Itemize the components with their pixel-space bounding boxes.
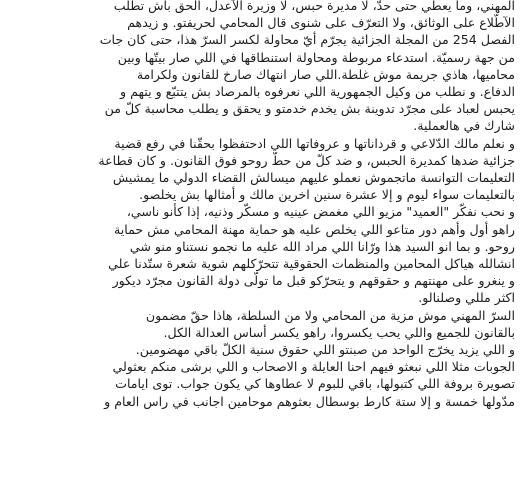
text-line: انشالله هياكل المحامين والمنظمات الحقوقية تتحرّكلهم شوية شعرة ستّدنا علي — [108, 256, 515, 272]
text-line: يحبس لعباد على مجرّد تدوينة بش يخدم خدمتو و يحقق و يطلب محاسبة كلّ من — [104, 101, 515, 117]
text-line: من جهة رسميّة. استدعاء مربوطة ومحاولة استنطاقها في اللي صار بيتّها وبين — [117, 49, 515, 65]
text-line: و ينغرو على مهنتهم و حقوقهم و يتحرّكو قبل ما تولّى دولة القانون مجرّد ديكور — [112, 273, 515, 289]
paragraph-5 — [4, 341, 515, 358]
text-line: الآطّلاع على الوثائق، ولا التعرّف على شنوى قال المحامي لحريفتو. و زيدهم — [127, 15, 515, 31]
text-line: راهو أول وأهم دور متاعو اللي يخلص عليه هو حماية مهنة المحامي مش حماية — [114, 221, 515, 237]
text-line: السرّ المهني موش مزية من المحامي ولا من السلطة، هاذا حقّ مضمون — [145, 307, 515, 323]
text-line: روحو. و بما انو السيد هذا ورّانا اللي مراد الله عليه ما نجمو نستناو منو شي — [129, 238, 515, 254]
text-line: المهني، وما يعطي حتى حدّ، لا مديرة حبس، لا وزيرة الآعدل، الحق باش تطلب — [113, 0, 515, 13]
text-line: الدفاع. و نطلب من وكيل الجمهورية اللي نعرفوه بالمرصاد بش يتتبّع و يتهم و — [120, 84, 515, 100]
text-line: اكثر مللي وصلنالو. — [418, 290, 515, 306]
paragraph-4 — [4, 307, 515, 341]
text-line: و نعلم مالك الدّلاعي و قرداناتها و عروفاتها اللي ادحتفظوا بحقّنا في رفع قضية — [114, 135, 515, 151]
text-line: محاميها، هاذي جريمة موش غلطة.اللي صار انتهاك صارخ للقانون ولكرامة — [136, 66, 515, 82]
text-line: و اللي يزيد يخرّج الواحد من صبنتو اللي حقوق سنية الكلّ باقي مهضومين. — [135, 342, 515, 358]
paragraph-6 — [4, 358, 515, 410]
text-line: الجوبات مثلا اللي نبعثو فيهم احنا العايلة و الاصحاب و اللي برشى منكم بعثولي — [112, 359, 515, 375]
text-line: الفصل 254 من المجلة الجزائية يجرّم أيّ محاولة لكسر السرّ هذا، حتى كان جات — [99, 32, 515, 48]
text-line: بالقانون للجميع واللي يحب يكسروا، راهو يكسر أساس العدالة الكل. — [163, 324, 515, 340]
text-line: تصويرة بروفة اللي كتبولها، باقي للبوم لا عطاوها كي يكون جواب. توى ايامات — [115, 376, 515, 392]
paragraph-1 — [4, 0, 515, 135]
text-line: شارك في هالعملية. — [413, 118, 515, 134]
text-line: بالتعليمات سواء ليوم و إلا عشرة سنين اخرين مالك و أمثالها بش يخلصو. — [139, 187, 515, 203]
text-line: جزائية ضدها كمديرة الحبس، و ضد كلّ من حطّ روحو فوق القانون. و كان قطاعة — [98, 152, 515, 168]
paragraph-3 — [4, 203, 515, 306]
text-line: التعليمات التوانسة ماتجموش نعملو عليهم ميسالش القضاء الدولي ما يمشيش — [112, 170, 515, 186]
paragraph-2 — [4, 135, 515, 204]
text-line: و نحب نفكّر "العميد" مزيو اللي مغمض عينيه و مسكّر وذنيه، إذا كأنو ناسي، — [126, 204, 515, 220]
text-line: مدّولها خمسة و إلا ستة كارط بوسطال بعثوهم موحامين اجانب في راس العام و — [104, 393, 515, 409]
